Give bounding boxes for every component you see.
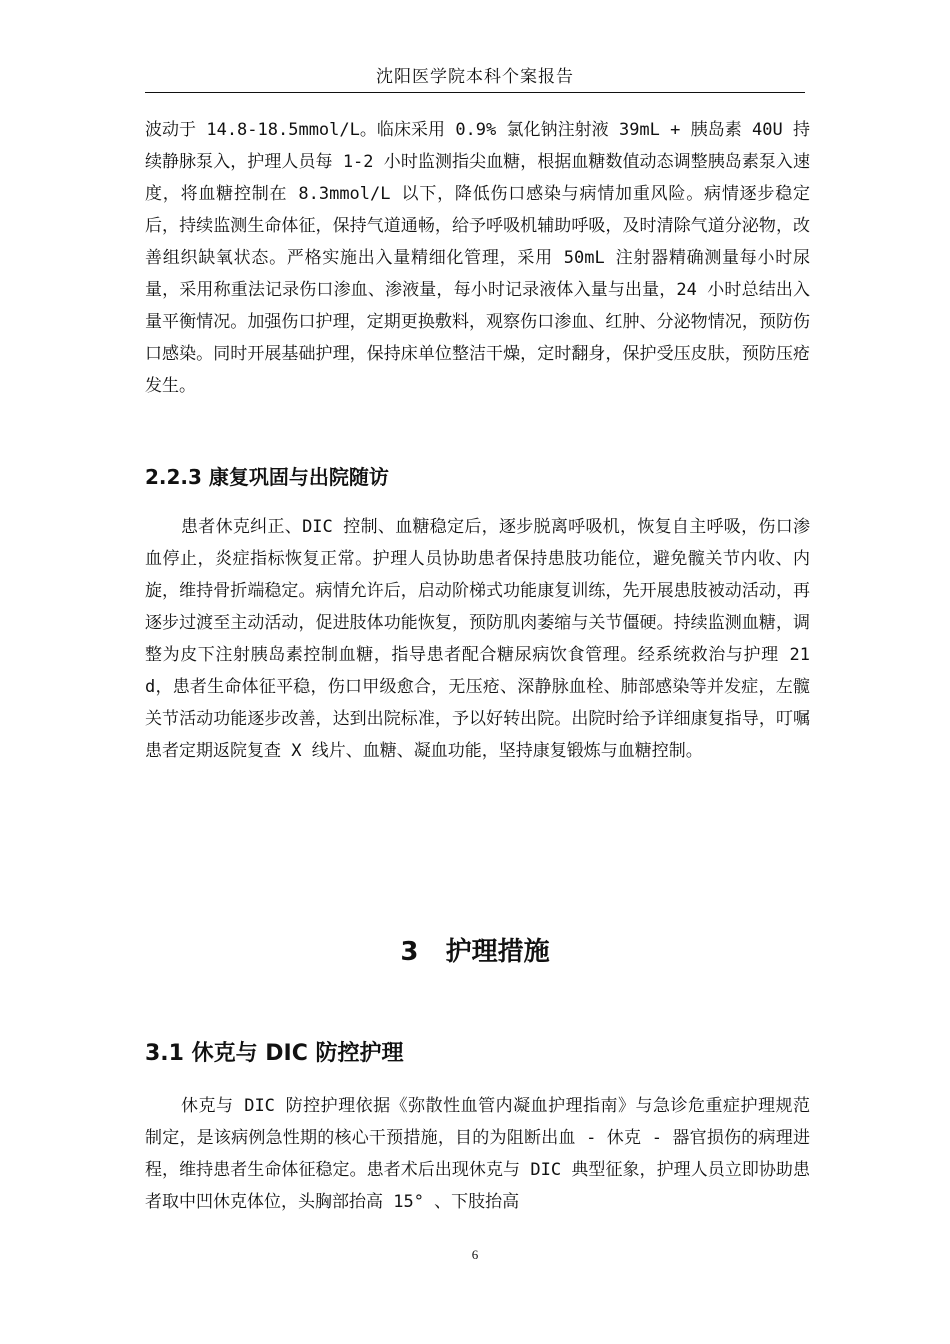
body-paragraph-rehab: 患者休克纠正、DIC 控制、血糖稳定后，逐步脱离呼吸机，恢复自主呼吸，伤口渗血停止，炎症指标恢复正常。护理人员协助患者保持患肢功能位，避免髋关节内收、内旋，维持骨折端稳定。病情允许后，启动阶梯式功能康复训练，先开展患肢被动活动，再逐步过渡至主动活动，促进肢体功能恢复，预防肌肉萎缩与关节僵硬。持续监测血糖，调整为皮下注射胰岛素控制血糖，指导患者配合糖尿病饮食管理。经系统救治与护理 21d，患者生命体征平稳，伤口甲级愈合，无压疮、深静脉血栓、肺部感染等并发症，左髋关节活动功能逐步改善，达到出院标准，予以好转出院。出院时给予详细康复指导，叮嘱患者定期返院复查 X 线片、血糖、凝血功能，坚持康复锻炼与血糖控制。 — [145, 517, 810, 761]
body-paragraph-shock-dic: 休克与 DIC 防控护理依据《弥散性血管内凝血护理指南》与急诊危重症护理规范制定，是该病例急性期的核心干预措施，目的为阻断出血 - 休克 - 器官损伤的病理进程，维持患者生命体征稳定。患者术后出现休克与 DIC 典型征象，护理人员立即协助患者取中凹休克体位，头胸部抬高 15° 、下肢抬高 — [145, 1096, 810, 1212]
chapter-heading-3: 3 护理措施 — [400, 937, 550, 967]
running-header: 沈阳医学院本科个案报告 — [376, 67, 574, 87]
section-heading-3-1: 3.1 休克与 DIC 防控护理 — [145, 1041, 404, 1066]
body-paragraph-continued: 波动于 14.8-18.5mmol/L。临床采用 0.9% 氯化钠注射液 39mL + 胰岛素 40U 持续静脉泵入，护理人员每 1-2 小时监测指尖血糖，根据血糖数值动态调整胰岛素泵入速度，将血糖控制在 8.3mmol/L 以下，降低伤口感染与病情加重风险。病情逐步稳定后，持续监测生命体征，保持气道通畅，给予呼吸机辅助呼吸，及时清除气道分泌物，改善组织缺氧状态。严格实施出入量精细化管理，采用 50mL 注射器精确测量每小时尿量，采用称重法记录伤口渗血、渗液量，每小时记录液体入量与出量，24 小时总结出入量平衡情况。加强伤口护理，定期更换敷料，观察伤口渗血、红肿、分泌物情况，预防伤口感染。同时开展基础护理，保持床单位整洁干燥，定时翻身，保护受压皮肤，预防压疮发生。 — [145, 120, 810, 396]
page-number: 6 — [471, 1247, 479, 1262]
header-divider — [145, 92, 805, 93]
section-heading-2-2-3: 2.2.3 康复巩固与出院随访 — [145, 465, 389, 489]
